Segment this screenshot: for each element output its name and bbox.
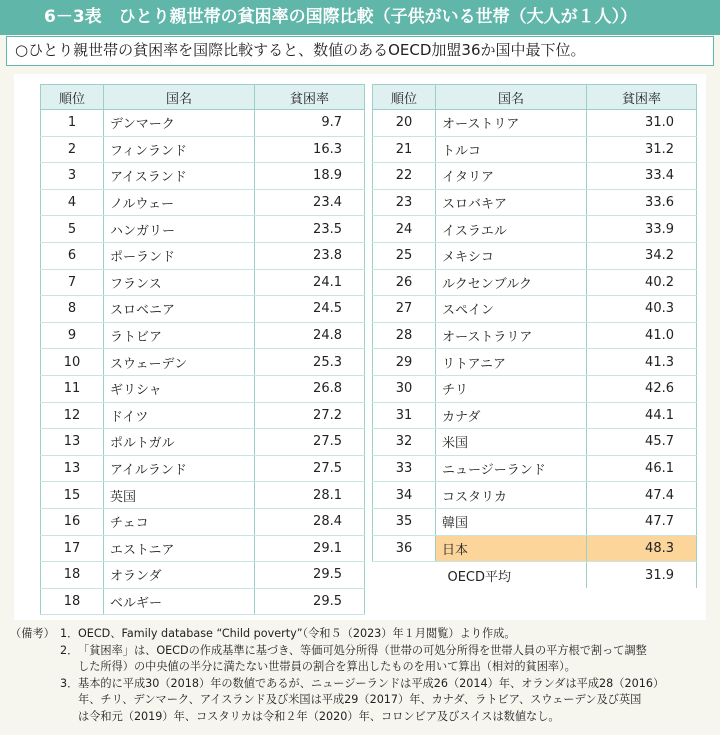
- country-cell: オーストラリア: [436, 322, 587, 349]
- rank-cell: 31: [373, 402, 436, 429]
- rank-cell: 15: [41, 482, 104, 509]
- rank-cell: 1: [41, 110, 104, 137]
- rate-cell: 29.5: [255, 588, 365, 615]
- country-cell: ルクセンブルク: [436, 269, 587, 296]
- oecd-average-label: OECD平均: [373, 562, 587, 589]
- rank-cell: 22: [373, 163, 436, 190]
- country-cell: 米国: [436, 429, 587, 456]
- note-text: した所得）の中央値の半分に満たない世帯員の割合を算出したものを用いて算出（相対的貧困率）。: [78, 660, 576, 674]
- country-cell: チリ: [436, 375, 587, 402]
- country-cell: メキシコ: [436, 242, 587, 269]
- rate-cell: 41.3: [587, 349, 697, 376]
- table-row: [41, 242, 365, 269]
- header-rate: 貧困率: [255, 85, 365, 110]
- header-rank: 順位: [373, 85, 436, 110]
- rank-cell: 5: [41, 216, 104, 243]
- rate-cell: 9.7: [255, 110, 365, 137]
- note-number: 2．: [60, 643, 79, 657]
- rank-cell: 23: [373, 189, 436, 216]
- notes-section: [10, 626, 716, 726]
- rate-cell: 27.5: [255, 455, 365, 482]
- country-cell: スペイン: [436, 296, 587, 323]
- rate-cell: 27.2: [255, 402, 365, 429]
- table-row: [41, 322, 365, 349]
- rank-cell: 3: [41, 163, 104, 190]
- rate-cell: 41.0: [587, 322, 697, 349]
- rank-cell: 26: [373, 269, 436, 296]
- rate-cell: 18.9: [255, 163, 365, 190]
- rank-cell: 28: [373, 322, 436, 349]
- country-cell: デンマーク: [104, 110, 255, 137]
- rank-cell: 4: [41, 189, 104, 216]
- table-row: [373, 269, 697, 296]
- rank-cell: 10: [41, 349, 104, 376]
- country-cell: フィンランド: [104, 136, 255, 163]
- rank-cell: 33: [373, 455, 436, 482]
- rate-cell: 24.1: [255, 269, 365, 296]
- country-cell: スウェーデン: [104, 349, 255, 376]
- table-row: [373, 110, 697, 137]
- table-row: [41, 216, 365, 243]
- country-cell: フランス: [104, 269, 255, 296]
- table-row: [373, 349, 697, 376]
- rank-cell: 24: [373, 216, 436, 243]
- rank-cell: 13: [41, 455, 104, 482]
- rate-cell: 28.1: [255, 482, 365, 509]
- rank-cell: 6: [41, 242, 104, 269]
- header-country: 国名: [436, 85, 587, 110]
- table-row: [373, 402, 697, 429]
- table-row: [373, 482, 697, 509]
- country-cell: イタリア: [436, 163, 587, 190]
- country-cell: ノルウェー: [104, 189, 255, 216]
- table-row: [41, 375, 365, 402]
- ranking-table-right: [372, 84, 697, 588]
- rank-cell: 12: [41, 402, 104, 429]
- rank-cell: 8: [41, 296, 104, 323]
- rate-cell: 23.4: [255, 189, 365, 216]
- rank-cell: 36: [373, 535, 436, 562]
- country-cell: オーストリア: [436, 110, 587, 137]
- table-row: [41, 110, 365, 137]
- table-row: [41, 349, 365, 376]
- table-header-row: [41, 85, 365, 110]
- oecd-average-rate: 31.9: [587, 562, 697, 589]
- country-cell: 英国: [104, 482, 255, 509]
- rate-cell: 46.1: [587, 455, 697, 482]
- rate-cell: 26.8: [255, 375, 365, 402]
- country-cell: トルコ: [436, 136, 587, 163]
- note-2-cont: [10, 659, 716, 676]
- country-cell: カナダ: [436, 402, 587, 429]
- note-text: 年、チリ、デンマーク、アイスランド及び米国は平成29（2017）年、カナダ、ラトビア、スウェーデン及び英国: [78, 693, 642, 707]
- country-cell: ギリシャ: [104, 375, 255, 402]
- rate-cell: 24.8: [255, 322, 365, 349]
- table-row: [373, 375, 697, 402]
- country-cell: スロベニア: [104, 296, 255, 323]
- note-1: [10, 626, 716, 643]
- country-cell: アイルランド: [104, 455, 255, 482]
- table-row: [373, 216, 697, 243]
- rate-cell: 23.5: [255, 216, 365, 243]
- rank-cell: 27: [373, 296, 436, 323]
- rank-cell: 2: [41, 136, 104, 163]
- country-cell: イスラエル: [436, 216, 587, 243]
- rate-cell: 27.5: [255, 429, 365, 456]
- table-row: [41, 163, 365, 190]
- rate-cell: 33.9: [587, 216, 697, 243]
- note-text: 基本的に平成30（2018）年の数値であるが、ニュージーランドは平成26（2014）年、オランダは平成28（2016）: [78, 676, 665, 690]
- oecd-average-row: [373, 562, 697, 589]
- notes-label: （備考）: [10, 627, 55, 640]
- header-country: 国名: [104, 85, 255, 110]
- rank-cell: 20: [373, 110, 436, 137]
- rate-cell: 45.7: [587, 429, 697, 456]
- rank-cell: 13: [41, 429, 104, 456]
- table-row: [41, 189, 365, 216]
- table-row: [41, 455, 365, 482]
- note-2: [10, 643, 716, 660]
- rank-cell: 18: [41, 588, 104, 615]
- rate-cell: 33.4: [587, 163, 697, 190]
- country-cell: 韓国: [436, 508, 587, 535]
- country-cell: エストニア: [104, 535, 255, 562]
- rate-cell: 33.6: [587, 189, 697, 216]
- country-cell: ハンガリー: [104, 216, 255, 243]
- rate-cell: 28.4: [255, 508, 365, 535]
- country-cell: ベルギー: [104, 588, 255, 615]
- rate-cell: 24.5: [255, 296, 365, 323]
- table-row: [41, 402, 365, 429]
- note-text: OECD、Family database “Child poverty”（令和５（2023）年１月閲覧）より作成。: [78, 627, 516, 640]
- country-cell: オランダ: [104, 562, 255, 589]
- note-number: 1．: [60, 627, 79, 640]
- header-rate: 貧困率: [587, 85, 697, 110]
- rate-cell: 29.5: [255, 562, 365, 589]
- rank-cell: 21: [373, 136, 436, 163]
- rank-cell: 30: [373, 375, 436, 402]
- rate-cell: 40.2: [587, 269, 697, 296]
- rate-cell: 47.4: [587, 482, 697, 509]
- ranking-table-left: [40, 84, 365, 615]
- note-number: 3．: [60, 676, 79, 690]
- rate-cell: 23.8: [255, 242, 365, 269]
- table-row: [373, 296, 697, 323]
- table-row: [41, 588, 365, 615]
- table-row: [41, 296, 365, 323]
- header-rank: 順位: [41, 85, 104, 110]
- table-row: [41, 562, 365, 589]
- note-3-cont: [10, 692, 716, 709]
- rank-cell: 29: [373, 349, 436, 376]
- table-row: [373, 429, 697, 456]
- table-row: [373, 136, 697, 163]
- rank-cell: 17: [41, 535, 104, 562]
- rate-cell: 47.7: [587, 508, 697, 535]
- table-row: [41, 136, 365, 163]
- rate-cell: 44.1: [587, 402, 697, 429]
- table-row: [373, 322, 697, 349]
- rank-cell: 18: [41, 562, 104, 589]
- table-row: [41, 482, 365, 509]
- table-row: [373, 242, 697, 269]
- rate-cell: 31.0: [587, 110, 697, 137]
- rank-cell: 35: [373, 508, 436, 535]
- country-cell: コスタリカ: [436, 482, 587, 509]
- rate-cell: 42.6: [587, 375, 697, 402]
- country-cell: ポーランド: [104, 242, 255, 269]
- table-row: [373, 508, 697, 535]
- rate-cell: 16.3: [255, 136, 365, 163]
- table-panel: [14, 74, 706, 620]
- table-row: [373, 189, 697, 216]
- table-row: [41, 508, 365, 535]
- country-cell: ニュージーランド: [436, 455, 587, 482]
- country-cell: スロバキア: [436, 189, 587, 216]
- rate-cell: 31.2: [587, 136, 697, 163]
- country-cell: 日本: [436, 535, 587, 562]
- rank-cell: 34: [373, 482, 436, 509]
- rank-cell: 16: [41, 508, 104, 535]
- page-title: 6－3表 ひとり親世帯の貧困率の国際比較（子供がいる世帯（大人が１人））: [0, 0, 720, 35]
- rate-cell: 48.3: [587, 535, 697, 562]
- country-cell: ポルトガル: [104, 429, 255, 456]
- rank-cell: 25: [373, 242, 436, 269]
- rate-cell: 29.1: [255, 535, 365, 562]
- table-row: [373, 455, 697, 482]
- table-header-row: [373, 85, 697, 110]
- note-text: 「貧困率」は、OECDの作成基準に基づき、等価可処分所得（世帯の可処分所得を世帯人員の平方根で割って調整: [78, 643, 647, 657]
- country-cell: リトアニア: [436, 349, 587, 376]
- note-3: [10, 676, 716, 693]
- table-row: [41, 429, 365, 456]
- country-cell: チェコ: [104, 508, 255, 535]
- country-cell: ドイツ: [104, 402, 255, 429]
- note-3-cont: [10, 709, 716, 726]
- rank-cell: 9: [41, 322, 104, 349]
- table-row: [41, 535, 365, 562]
- country-cell: アイスランド: [104, 163, 255, 190]
- country-cell: ラトビア: [104, 322, 255, 349]
- rank-cell: 7: [41, 269, 104, 296]
- note-text: は令和元（2019）年、コスタリカは令和２年（2020）年、コロンビア及びスイスは数値なし。: [78, 709, 560, 723]
- rank-cell: 32: [373, 429, 436, 456]
- rate-cell: 25.3: [255, 349, 365, 376]
- table-row: [41, 269, 365, 296]
- rank-cell: 11: [41, 375, 104, 402]
- table-row: [373, 535, 697, 562]
- rate-cell: 40.3: [587, 296, 697, 323]
- table-row: [373, 163, 697, 190]
- summary-box: ○ひとり親世帯の貧困率を国際比較すると、数値のあるOECD加盟36か国中最下位。: [6, 36, 714, 66]
- rate-cell: 34.2: [587, 242, 697, 269]
